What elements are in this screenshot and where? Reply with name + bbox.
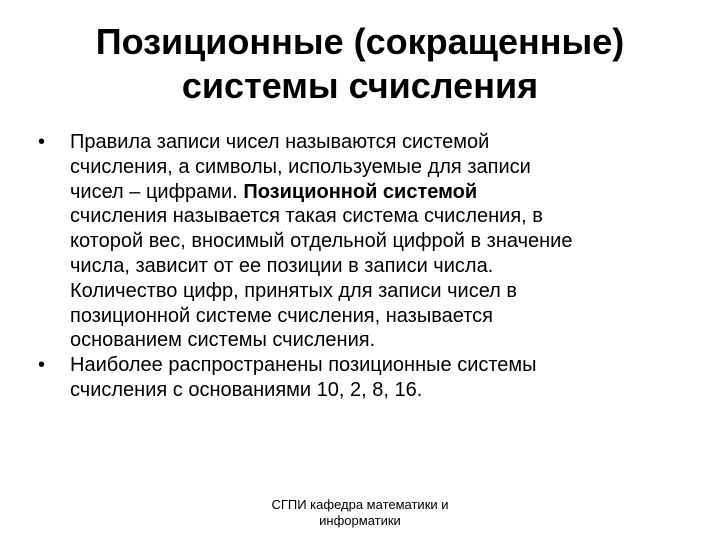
footer-line-2: информатики (319, 513, 401, 528)
bullet-1-line-4: счисления называется такая система счисления, в (70, 205, 543, 228)
bullet-1-line-2: счисления, а символы, используемые для записи (70, 155, 531, 178)
bullet-2-line-2: счисления с основаниями 10, 2, 8, 16. (70, 378, 423, 401)
bullet-1-line-5: которой вес, вносимый отдельной цифрой в значение (70, 230, 573, 253)
footer-line-1: СГПИ кафедра математики и (271, 497, 449, 512)
bullet-1-line-3 (70, 180, 694, 205)
bullet-marker: • (38, 131, 46, 153)
bullet-1-line-3-text: чисел – цифрами. (70, 180, 244, 203)
positional-system-term: Позиционной системой (243, 180, 478, 203)
bullet-2-line-1: Наиболее распространены позиционные системы (70, 354, 537, 377)
slide-title-line-1: Позиционные (сокращенные) (95, 21, 625, 62)
bullet-list (38, 130, 694, 403)
bullet-1-line-1: Правила записи чисел называются системой (70, 131, 490, 153)
bullet-marker: • (38, 354, 46, 377)
bullet-1-line-7: Количество цифр, принятых для записи чисел в (70, 279, 518, 302)
slide-title-line-2: системы счисления (181, 65, 539, 106)
bullet-1-line-8: позиционной системе счисления, называется (70, 304, 493, 327)
bullet-1-line-6: числа, зависит от ее позиции в записи числа. (70, 254, 494, 277)
bullet-1-line-9: основанием системы счисления. (70, 329, 376, 352)
bullet-item-2 (38, 353, 694, 403)
slide-title (40, 20, 680, 108)
slide-footer (240, 497, 480, 529)
bullet-item-1 (38, 130, 694, 353)
